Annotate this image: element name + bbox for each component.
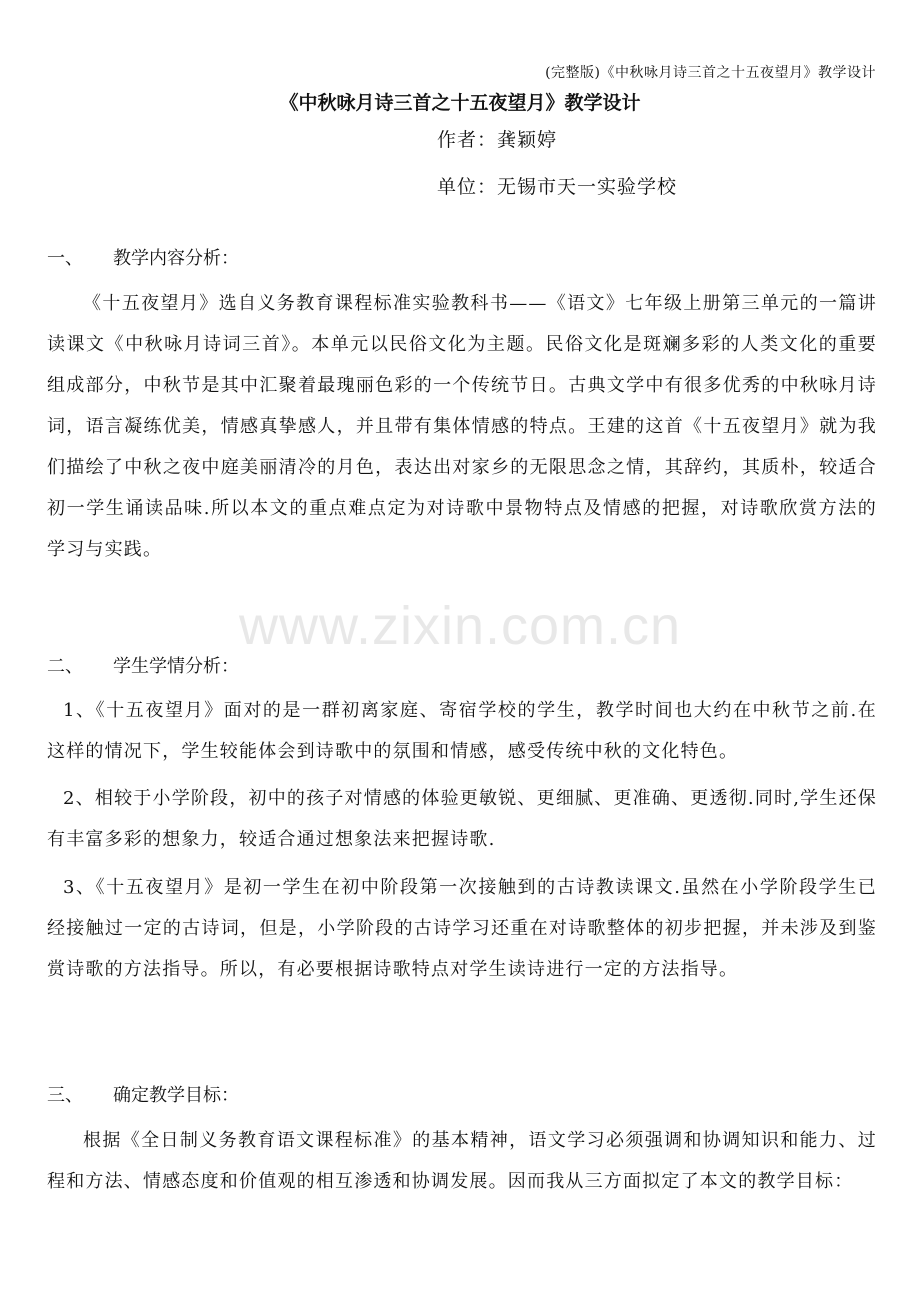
section-title: 学生学情分析： [113,656,239,677]
section-number: 三、 [47,1085,83,1106]
paragraph-student-point-1: 1、《十五夜望月》面对的是一群初离家庭、寄宿学校的学生，教学时间也大约在中秋节之前.在这样的情况下，学生较能体会到诗歌中的氛围和情感，感受传统中秋的文化特色。 [47,700,877,762]
paragraph-content-analysis: 《十五夜望月》选自义务教育课程标准实验教科书——《语文》七年级上册第三单元的一篇讲读课文《中秋咏月诗词三首》。本单元以民俗文化为主题。民俗文化是斑斓多彩的人类文化的重要组成部分，中秋节是其中汇聚着最瑰丽色彩的一个传统节日。古典文学中有很多优秀的中秋咏月诗词，语言凝练优美，情感真挚感人，并且带有集体情感的特点。王建的这首《十五夜望月》就为我们描绘了中秋之夜中庭美丽清冷的月色，表达出对家乡的无限思念之情，其辞约，其质朴，较适合初一学生诵读品味.所以本文的重点难点定为对诗歌中景物特点及情感的把握，对诗歌欣赏方法的学习与实践。 [47,293,877,560]
watermark: www.zixin.com.cn [238,596,682,656]
section-title: 确定教学目标： [113,1085,239,1106]
section-title: 教学内容分析： [113,248,239,269]
section-heading-content-analysis [47,244,239,270]
section-heading-teaching-goals [47,1081,239,1107]
section-number: 二、 [47,656,83,677]
document-title: 《中秋咏月诗三首之十五夜望月》教学设计 [279,92,641,114]
paragraph-student-point-3: 3、《十五夜望月》是初一学生在初中阶段第一次接触到的古诗教读课文.虽然在小学阶段学生已经接触过一定的古诗词，但是，小学阶段的古诗学习还重在对诗歌整体的初步把握，并未涉及到鉴赏诗歌的方法指导。所以，有必要根据诗歌特点对学生读诗进行一定的方法指导。 [47,877,877,980]
paragraph-student-point-2: 2、相较于小学阶段，初中的孩子对情感的体验更敏锐、更细腻、更准确、更透彻.同时,学生还保有丰富多彩的想象力，较适合通过想象法来把握诗歌. [47,788,877,850]
section-number: 一、 [47,248,83,269]
paragraph-teaching-goals: 根据《全日制义务教育语文课程标准》的基本精神，语文学习必须强调和协调知识和能力、过程和方法、情感态度和价值观的相互渗透和协调发展。因而我从三方面拟定了本文的教学目标： [47,1130,877,1192]
unit-line: 单位：无锡市天一实验学校 [437,176,678,198]
author-line: 作者：龚颖婷 [437,129,558,151]
running-header: (完整版)《中秋咏月诗三首之十五夜望月》教学设计 [545,65,876,81]
